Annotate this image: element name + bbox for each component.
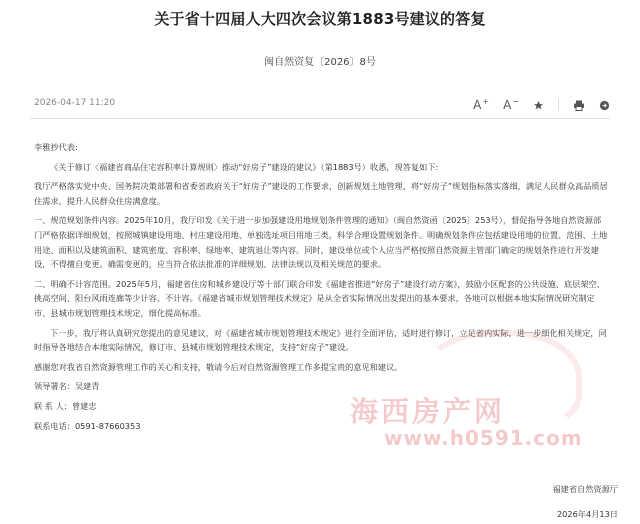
paragraph-thanks: 感谢您对我省自然资源管理工作的关心和支持，敬请今后对自然资源管理工作多提宝贵的意见和建议。	[34, 361, 403, 372]
leader-signature: 领导署名：吴建青	[34, 381, 100, 392]
issuer-signature: 福建省自然资源厅	[552, 484, 618, 494]
print-icon[interactable]	[573, 100, 585, 111]
greeting: 李雅抄代表:	[34, 142, 78, 152]
font-decrease-label: A	[503, 98, 512, 112]
paragraph-planning: 一、规范规划条件内容。2025年10月，我厅印发《关于进一步加强建设用地规划条件管理的通知》（闽自然资函〔2025〕253号），督促指导各地自然资源部门严格依据详细规划，按照城镇建设用地、村庄建设用地、单独选址项目用地三类，科学合理设置规划条件。明确规划条件应包括建设用地的位置、范围、土地用途、面积以及建筑面积、建筑密度、容积率、绿地率、建筑退让等内容。同时，建设单位或个人应当严格按照自然资源主管部门确定的规划条件进行开发建设，不得擅自变更。确需变更的，应当符合依法批准的详细规划、法律法规以及相关规范的要求。	[34, 215, 608, 270]
header-divider	[30, 118, 610, 119]
page-title: 关于省十四届人大四次会议第1883号建议的答复	[154, 10, 486, 28]
minus-icon: −	[512, 96, 519, 106]
meta-bar	[30, 94, 610, 116]
paragraph-next-steps: 下一步，我厅将认真研究您提出的意见建议，对《福建省城市规划管理技术规定》进行全面评估，适时进行修订，立足省内实际，进一步细化相关规定，同时指导各地结合本地实际情况，修订市、县城市规划管理技术规定，支持“好房子”建设。	[34, 327, 607, 353]
share-icon[interactable]	[599, 100, 610, 111]
plus-icon: +	[482, 96, 490, 106]
font-decrease-button[interactable]	[503, 98, 519, 112]
star-icon[interactable]	[533, 100, 544, 111]
paragraph-commitment: 我厅严格落实党中央、国务院决策部署和省委省政府关于“好房子”建设的工作要求，创新规划土地管理，将“好房子”规划指标落实落细，满足人民群众高品质居住需求，提升人民群众住房满意度。	[34, 181, 608, 206]
contact-person: 联 系 人：曾建忠	[34, 400, 97, 411]
watermark-text: 海西房产网	[350, 395, 506, 428]
toolbar	[473, 94, 610, 116]
toolbar-divider	[558, 99, 559, 111]
publish-date: 2026-04-17 11:20	[34, 98, 116, 108]
watermark-url: www.h0591.com	[384, 426, 583, 450]
contact-phone: 联系电话：0591-87660353	[34, 420, 141, 431]
font-increase-label: A	[473, 98, 482, 112]
font-increase-button[interactable]	[473, 98, 489, 112]
document-number: 闽自然资复〔2026〕8号	[264, 57, 376, 68]
paragraph-intro: 《关于修订〈福建省商品住宅容积率计算规则〉推动“好房子”建设的建议》（第1883号）收悉，现答复如下:	[50, 161, 439, 172]
paragraph-floor-area: 二、明确不计容范围。2025年5月，福建省住房和城乡建设厅等十部门联合印发《福建省推进“好房子”建设行动方案》，鼓励小区配套的公共设施、底层架空、挑高空间、阳台风雨连廊等少计容、不计容。《福建省城市规划管理技术规定》是从全省实际情况出发提出的基本要求，各地可以根据本地实际情况研究制定市、县城市规划管理技术规定，细化提高标准。	[34, 278, 605, 318]
issue-date: 2026年4月13日	[556, 509, 618, 519]
